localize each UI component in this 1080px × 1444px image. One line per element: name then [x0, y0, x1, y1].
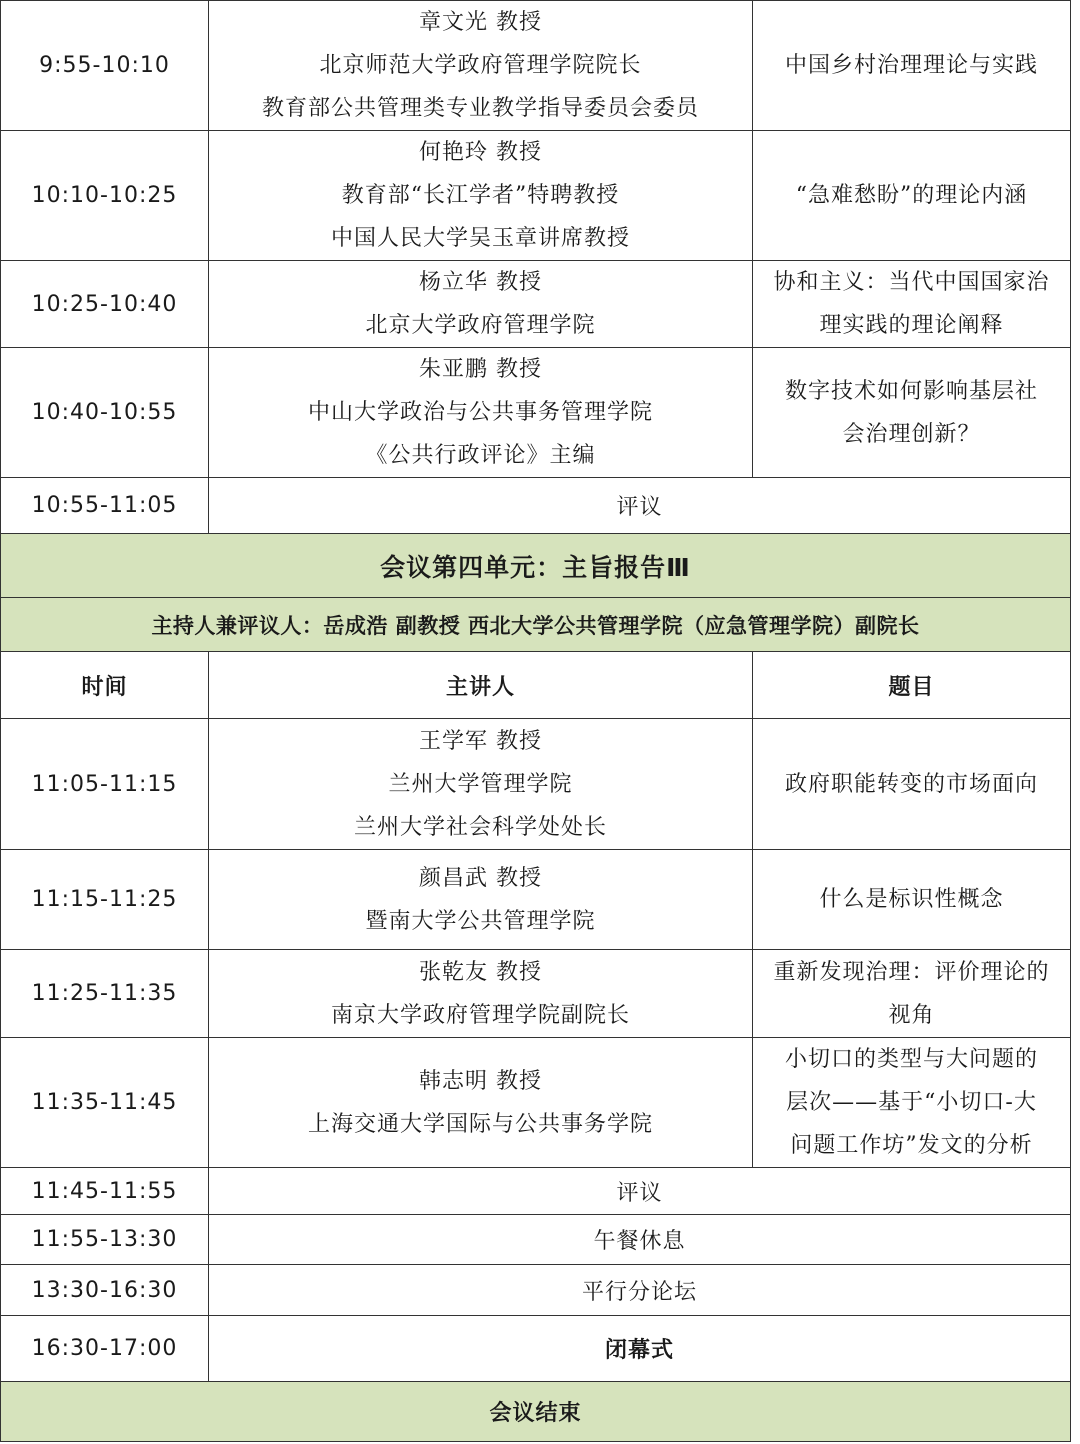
header-speaker: 主讲人: [209, 652, 753, 719]
topic-cell-line: 层次——基于“小切口-大: [786, 1090, 1037, 1115]
topic-cell-line: 协和主义：当代中国国家治: [773, 270, 1050, 295]
speaker-cell-line: 章文光 教授: [419, 10, 542, 35]
speaker-cell: [209, 261, 753, 348]
column-header-row: [1, 652, 1071, 719]
speaker-cell: [209, 348, 753, 478]
session-row: [1, 261, 1071, 348]
end-row: [1, 1382, 1071, 1442]
agenda-label: 午餐休息: [209, 1215, 1071, 1265]
session-row: [1, 850, 1071, 950]
speaker-cell: [209, 950, 753, 1038]
topic-cell-line: 中国乡村治理理论与实践: [784, 53, 1038, 78]
speaker-cell-line: 张乾友 教授: [419, 959, 542, 985]
speaker-cell-line: 暨南大学公共管理学院: [365, 908, 596, 934]
end-label: 会议结束: [1, 1382, 1071, 1442]
speaker-cell-line: 何艳玲 教授: [419, 140, 542, 165]
speaker-cell: [209, 1, 753, 131]
comment-row: [1, 478, 1071, 534]
topic-cell-line: 重新发现治理：评价理论的: [773, 959, 1050, 985]
topic-cell-line: 小切口的类型与大问题的: [784, 1047, 1038, 1072]
topic-cell: [753, 719, 1071, 850]
session-row: [1, 348, 1071, 478]
unit4-host-cell: [1, 598, 1071, 652]
time-cell: 10:55-11:05: [1, 478, 209, 534]
speaker-cell-line: 中山大学政治与公共事务管理学院: [307, 400, 653, 425]
unit4-host-row: [1, 598, 1071, 652]
session-row: [1, 131, 1071, 261]
speaker-cell-line: 韩志明 教授: [419, 1068, 542, 1094]
header-time: 时间: [1, 652, 209, 719]
topic-cell: [753, 1038, 1071, 1168]
speaker-cell-line: 南京大学政府管理学院副院长: [330, 1002, 630, 1028]
speaker-cell-line: 教育部公共管理类专业教学指导委员会委员: [261, 96, 699, 121]
speaker-cell: [209, 719, 753, 850]
topic-cell: [753, 850, 1071, 950]
time-cell: 11:45-11:55: [1, 1168, 209, 1215]
closing-label: 闭幕式: [209, 1316, 1071, 1382]
session-row: [1, 1, 1071, 131]
topic-cell-line: 视角: [888, 1002, 935, 1028]
topic-cell-line: “急难愁盼”的理论内涵: [795, 183, 1028, 208]
speaker-cell: [209, 131, 753, 261]
header-topic: 题目: [753, 652, 1071, 719]
speaker-cell-line: 中国人民大学吴玉章讲席教授: [330, 226, 630, 251]
topic-cell-line: 什么是标识性概念: [819, 887, 1004, 912]
speaker-cell-line: 颜昌武 教授: [419, 865, 542, 891]
time-cell: 11:25-11:35: [1, 950, 209, 1038]
session-row: [1, 719, 1071, 850]
topic-cell: [753, 950, 1071, 1038]
unit4-title-row: [1, 534, 1071, 598]
schedule-tail-rows: [1, 1168, 1071, 1316]
session-row: [1, 1038, 1071, 1168]
time-cell: 10:10-10:25: [1, 131, 209, 261]
time-cell: 10:25-10:40: [1, 261, 209, 348]
topic-cell: [753, 1, 1071, 131]
speaker-cell-line: 杨立华 教授: [419, 270, 542, 295]
time-cell: 11:55-13:30: [1, 1215, 209, 1265]
closing-row: [1, 1316, 1071, 1382]
speaker-cell-line: 兰州大学社会科学处处长: [353, 814, 607, 840]
time-cell: 9:55-10:10: [1, 1, 209, 131]
comment-label: 评议: [209, 478, 1071, 534]
speaker-cell-line: 《公共行政评论》主编: [365, 443, 596, 468]
agenda-label: 评议: [209, 1168, 1071, 1215]
time-cell: 16:30-17:00: [1, 1316, 209, 1382]
schedule-unit3-rows: [1, 1, 1071, 478]
unit4-title: 会议第四单元：主旨报告Ⅲ: [380, 552, 691, 582]
topic-cell-line: 会治理创新？: [842, 421, 981, 447]
agenda-row: [1, 1168, 1071, 1215]
topic-cell: [753, 261, 1071, 348]
speaker-cell: [209, 1038, 753, 1168]
time-cell: 13:30-16:30: [1, 1265, 209, 1316]
speaker-cell-line: 兰州大学管理学院: [388, 771, 573, 797]
speaker-cell-line: 教育部“长江学者”特聘教授: [341, 183, 620, 208]
speaker-cell-line: 朱亚鹏 教授: [419, 357, 542, 382]
speaker-cell-line: 王学军 教授: [419, 728, 542, 754]
agenda-row: [1, 1265, 1071, 1316]
time-cell: 11:35-11:45: [1, 1038, 209, 1168]
speaker-cell-line: 北京大学政府管理学院: [365, 313, 596, 338]
time-cell: 11:05-11:15: [1, 719, 209, 850]
topic-cell: [753, 131, 1071, 261]
time-cell: 10:40-10:55: [1, 348, 209, 478]
unit4-host: 主持人兼评议人：岳成浩 副教授 西北大学公共管理学院（应急管理学院）副院长: [151, 613, 920, 638]
topic-cell-line: 政府职能转变的市场面向: [784, 771, 1038, 797]
topic-cell-line: 问题工作坊”发文的分析: [790, 1133, 1033, 1158]
schedule-unit4-rows: [1, 719, 1071, 1168]
agenda-row: [1, 1215, 1071, 1265]
topic-cell: [753, 348, 1071, 478]
unit4-title-cell: [1, 534, 1071, 598]
agenda-label: 平行分论坛: [209, 1265, 1071, 1316]
speaker-cell-line: 上海交通大学国际与公共事务学院: [307, 1111, 653, 1137]
speaker-cell: [209, 850, 753, 950]
topic-cell-line: 数字技术如何影响基层社: [784, 378, 1038, 404]
session-row: [1, 950, 1071, 1038]
time-cell: 11:15-11:25: [1, 850, 209, 950]
speaker-cell-line: 北京师范大学政府管理学院院长: [319, 53, 642, 78]
topic-cell-line: 理实践的理论阐释: [819, 313, 1004, 338]
